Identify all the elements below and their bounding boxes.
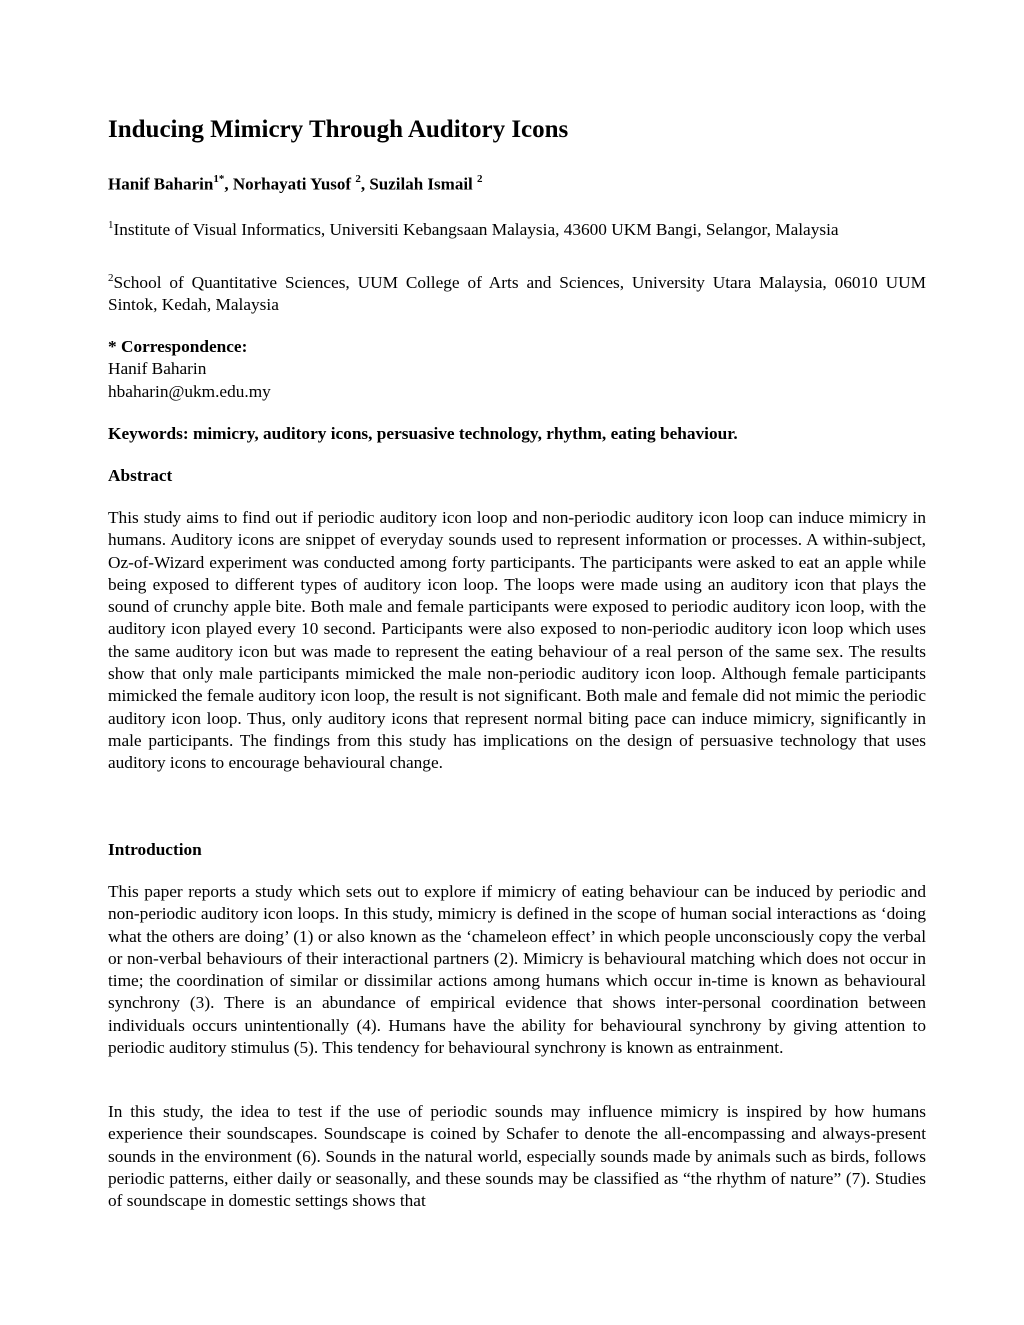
- correspondence-heading: * Correspondence:: [108, 337, 248, 356]
- author-separator: ,: [360, 174, 370, 194]
- affiliation-text: School of Quantitative Sciences, UUM College of Arts and Sciences, University Utara Malaysia, 06010 UUM Sintok, Kedah, Malaysia: [108, 273, 926, 315]
- correspondence-email[interactable]: hbaharin@ukm.edu.my: [108, 381, 271, 401]
- introduction-heading: Introduction: [108, 840, 202, 859]
- paper-title: Inducing Mimicry Through Auditory Icons: [108, 116, 569, 143]
- affiliation-number: 2: [108, 272, 114, 285]
- author-list: [108, 174, 483, 195]
- author-name: Hanif Baharin: [108, 174, 214, 194]
- abstract-heading: Abstract: [108, 466, 173, 485]
- author-mark: 2: [355, 173, 361, 185]
- keywords: Keywords: mimicry, auditory icons, persuasive technology, rhythm, eating behaviour.: [108, 424, 738, 443]
- correspondence-name: Hanif Baharin: [108, 359, 207, 379]
- affiliation-number: 1: [108, 219, 114, 232]
- affiliation-text: Institute of Visual Informatics, Universiti Kebangsaan Malaysia, 43600 UKM Bangi, Selangor, Malaysia: [113, 220, 839, 239]
- affiliation-2: [108, 272, 926, 317]
- author-mark: 2: [477, 173, 483, 185]
- introduction-paragraph: In this study, the idea to test if the use of periodic sounds may influence mimicry is inspired by how humans experience their soundscapes. Soundscape is coined by Schafer to denote the all-encompassing and always-present sounds in the environment (6). Sounds in the natural world, especially sounds made by animals such as birds, follows periodic patterns, either daily or seasonally, and these sounds may be classified as “the rhythm of nature” (7). Studies of soundscape in domestic settings shows that: [108, 1102, 926, 1211]
- author-mark: 1*: [213, 173, 225, 185]
- author-name: Norhayati Yusof: [232, 174, 356, 194]
- affiliation-1: [108, 219, 926, 241]
- author-name: Suzilah Ismail: [369, 174, 478, 194]
- introduction-paragraph: This paper reports a study which sets out to explore if mimicry of eating behaviour can be induced by periodic and non-periodic auditory icon loops. In this study, mimicry is defined in the scope of human social interactions as ‘doing what the others are doing’ (1) or also known as the ‘chameleon effect’ in which people unconsciously copy the verbal or non-verbal behaviours of their interactional partners (2). Mimicry is behavioural matching which does not occur in time; the coordination of similar or dissimilar actions among humans which occur in-time is known as behavioural synchrony (3). There is an abundance of empirical evidence that shows inter-personal coordination between individuals occurs unintentionally (4). Humans have the ability for behavioural synchrony by giving attention to periodic auditory stimulus (5). This tendency for behavioural synchrony is known as entrainment.: [108, 882, 926, 1058]
- author-separator: ,: [224, 174, 233, 194]
- correspondence-block: [108, 336, 926, 403]
- abstract-text: This study aims to find out if periodic auditory icon loop and non-periodic auditory icon loop can induce mimicry in humans. Auditory icons are snippet of everyday sounds used to represent information or processes. A within-subject, Oz-of-Wizard experiment was conducted among forty participants. The participants were asked to eat an apple while being exposed to different types of auditory icon loop. The loops were made using an auditory icon that plays the sound of crunchy apple bite. Both male and female participants were exposed to periodic auditory icon loop, with the auditory icon played every 10 second. Participants were also exposed to non-periodic auditory icon loop which uses the same auditory icon but was made to represent the eating behaviour of a real person of the same sex. The results show that only male participants mimicked the male non-periodic auditory icon loop. Although female participants mimicked the female auditory icon loop, the result is not significant. Both male and female did not mimic the periodic auditory icon loop. Thus, only auditory icons that represent normal biting pace can induce mimicry, significantly in male participants. The findings from this study has implications on the design of persuasive technology that uses auditory icons to encourage behavioural change.: [108, 508, 926, 773]
